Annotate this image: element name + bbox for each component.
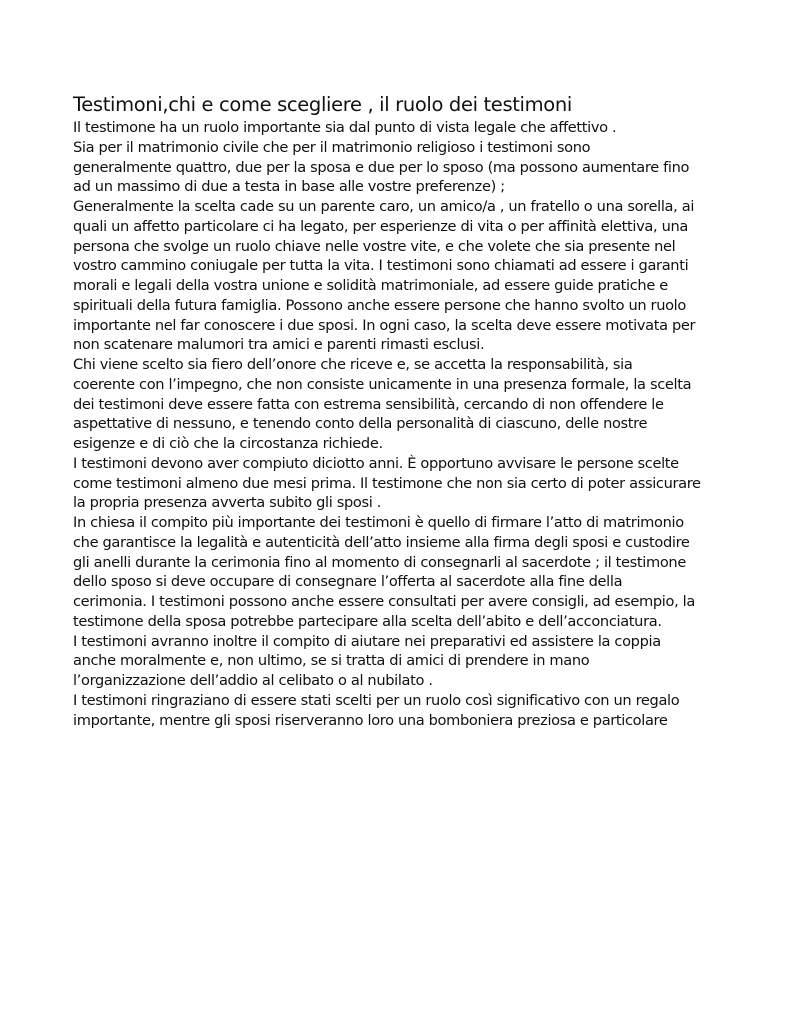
document-title: Testimoni,chi e come scegliere , il ruolo dei testimoni bbox=[73, 93, 572, 116]
body-line: cerimonia. I testimoni possono anche essere consultati per avere consigli, ad esempio, la bbox=[73, 593, 695, 610]
body-line: esigenze e di ciò che la circostanza richiede. bbox=[73, 435, 383, 452]
body-line: generalmente quattro, due per la sposa e due per lo sposo (ma possono aumentare fino bbox=[73, 158, 690, 176]
body-line: aspettative di nessuno, e tenendo conto della personalità di ciascuno, delle nostre bbox=[73, 415, 648, 433]
body-line: In chiesa il compito più importante dei testimoni è quello di firmare l’atto di matrimonio bbox=[73, 514, 684, 531]
body-line: spirituali della futura famiglia. Possono anche essere persone che hanno svolto un ruolo bbox=[73, 296, 686, 314]
body-line: Sia per il matrimonio civile che per il matrimonio religioso i testimoni sono bbox=[73, 138, 591, 156]
body-line: persona che svolge un ruolo chiave nelle vostre vite, e che volete che sia presente nel bbox=[73, 237, 676, 255]
body-line: la propria presenza avverta subito gli sposi . bbox=[73, 494, 382, 512]
body-line: l’organizzazione dell’addio al celibato o al nubilato . bbox=[73, 672, 433, 689]
body-line: I testimoni devono aver compiuto diciotto anni. È opportuno avvisare le persone scelte bbox=[73, 454, 679, 472]
body-line: gli anelli durante la cerimonia fino al momento di consegnarli al sacerdote ; il testimone bbox=[73, 553, 686, 571]
body-line: quali un affetto particolare ci ha legato, per esperienze di vita o per affinità elettiva, una bbox=[73, 217, 688, 235]
body-line: Chi viene scelto sia fiero dell’onore che riceve e, se accetta la responsabilità, sia bbox=[73, 356, 633, 373]
body-line: testimone della sposa potrebbe partecipare alla scelta dell’abito e dell’acconciatura. bbox=[73, 612, 662, 630]
body-line: importante nel far conoscere i due sposi. In ogni caso, la scelta deve essere motivata per bbox=[73, 316, 696, 334]
body-line: importante, mentre gli sposi riserveranno loro una bomboniera preziosa e particolare bbox=[73, 711, 668, 729]
body-line: vostro cammino coniugale per tutta la vita. I testimoni sono chiamati ad essere i garanti bbox=[73, 257, 689, 275]
body-line: Il testimone ha un ruolo importante sia dal punto di vista legale che affettivo . bbox=[73, 119, 617, 136]
body-line: come testimoni almeno due mesi prima. Il testimone che non sia certo di poter assicurare bbox=[73, 474, 701, 492]
document-body bbox=[73, 118, 713, 730]
body-line: che garantisce la legalità e autenticità dell’atto insieme alla firma degli sposi e custodire bbox=[73, 533, 690, 551]
body-line: dello sposo si deve occupare di consegnare l’offerta al sacerdote alla fine della bbox=[73, 573, 623, 591]
document-page bbox=[73, 92, 713, 730]
body-line: anche moralmente e, non ultimo, se si tratta di amici di prendere in mano bbox=[73, 652, 590, 670]
body-line: morali e legali della vostra unione e solidità matrimoniale, ad essere guide pratiche e bbox=[73, 277, 668, 294]
body-line: ad un massimo di due a testa in base alle vostre preferenze) ; bbox=[73, 178, 505, 196]
body-line: non scatenare malumori tra amici e parenti rimasti esclusi. bbox=[73, 336, 485, 354]
body-line: dei testimoni deve essere fatta con estrema sensibilità, cercando di non offendere le bbox=[73, 395, 664, 413]
body-line: I testimoni avranno inoltre il compito di aiutare nei preparativi ed assistere la coppia bbox=[73, 632, 661, 650]
body-line: I testimoni ringraziano di essere stati scelti per un ruolo così significativo con un regalo bbox=[73, 691, 680, 709]
body-line: Generalmente la scelta cade su un parente caro, un amico/a , un fratello o una sorella, ai bbox=[73, 198, 695, 215]
body-line: coerente con l’impegno, che non consiste unicamente in una presenza formale, la scelta bbox=[73, 375, 692, 393]
